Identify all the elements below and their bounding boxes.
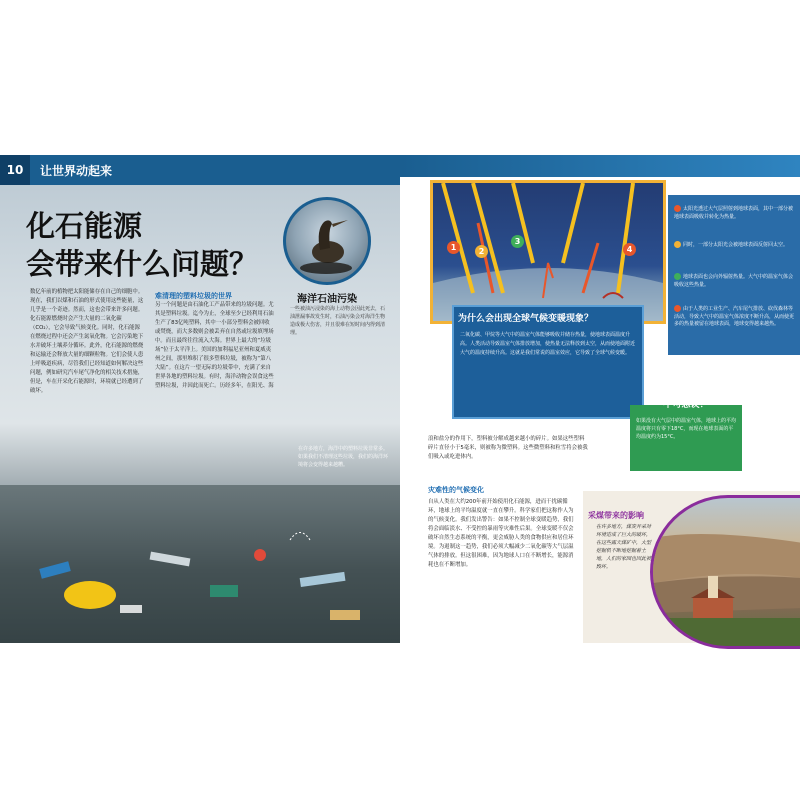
legend-text-1: 太阳光透过大气层照射到地球表面，其中一部分被地球表面吸收并转化为热量。: [674, 206, 794, 220]
diagram-marker-1: 1: [447, 241, 460, 254]
beach-debris-illustration: [0, 445, 400, 643]
page-title: [26, 207, 258, 283]
right-body-column-1: 浪和盐分的作用下，塑料被分解成越来越小的碎片。如果这些塑料碎片直径小于5毫米，则被称为微塑料。这些微塑料和粒雪将会被我们吸入或吃进体内。: [428, 436, 588, 460]
legend-text-4: 由于人类的工业生产、汽车尾气排放、砍伐森林等活动，导致大气中的温室气体浓度不断升高，从而使更多的热量被留在地球表面，地球变得越来越热。: [674, 306, 795, 327]
oiled-bird-photo: [283, 197, 371, 285]
fact-box: [630, 400, 742, 471]
diagram-marker-3: 3: [511, 235, 524, 248]
plastic-subheading: 难清理的塑料垃圾的世界: [155, 292, 232, 300]
fact-title: 不可思议！: [663, 400, 709, 410]
right-body-column-2: 自从人类在大约200年前开始使用化石能源，进而干扰碳循环，地球上的平均温度就一直在攀升。科学家们把这称作人为的气候变化。我们发出警告：如果不控制全球变暖趋势，我们将会面临淡水、不受控的暴雨等灾难性后果。全球变暖不仅会破坏自然生态系统的平衡，更会威胁人类的食物供应和居住环境。为遏制这一趋势，我们必须大幅减少二氧化碳等大气层温气体的排放。但这很困难，因为地球人口在不断增长，能源消耗也在不断增加。: [428, 499, 574, 568]
mine-text: 在许多地方，煤炭开采对环境造成了巨大的破坏，在这些露天煤矿中，大型挖掘机不断地挖掘着土地，人们的家园也因此被毁坏。: [596, 524, 652, 570]
bird-icon: [286, 200, 368, 282]
bird-caption-title: 海洋石油污染: [297, 294, 357, 305]
fact-text: 如果没有大气层中的温室气体，地球上的平均温度将只有零下18°C，而现在地球表面的平均温度约为15°C。: [636, 418, 737, 440]
right-header-bar: [400, 155, 800, 177]
section-title: 让世界动起来: [40, 164, 113, 178]
legend-marker-1: [674, 205, 681, 212]
mine-landscape-illustration: [653, 498, 800, 646]
left-page: [0, 155, 400, 643]
coal-mine-photo: [650, 495, 800, 649]
question-title: 为什么会出现全球气候变暖现象？: [458, 314, 594, 324]
page-number: 10: [0, 155, 30, 185]
legend-item-1: [674, 205, 794, 221]
mine-title: 采煤带来的影响: [588, 511, 644, 520]
left-body-column-2: 另一个问题是由石油化工产品带来的垃圾问题。尤其是塑料垃圾。迄今为止，全球至少已经利用石油生产了83亿吨塑料，其中一小部分塑料会被回收或焚烧，而大多数则会被丢弃在自然或垃圾填埋场中。而且最终往往流入大海。世界上最大的“垃圾场”位于太平洋上。美国的加利福尼亚州和夏威夷州之间，那里堆积了很多塑料垃圾，被称为“第八大陆”。在这片一望无际的垃圾带中，充满了来自世界各地的塑料垃圾。有时，海洋动物会误食这些塑料垃圾，并因此而死亡。历经多年，在阳光、海: [155, 302, 274, 389]
legend-item-2: [674, 241, 794, 250]
legend-panel: [668, 195, 800, 355]
legend-marker-3: [674, 273, 681, 280]
diagram-marker-4: 4: [623, 243, 636, 256]
left-body-column-1: 数亿年前的植物把太阳能储存在自己的细胞中。现在，我们以煤和石油的形式使用这些能量，这几乎是一个奇迹。然而，这也会带来许多问题。化石能源燃烧时会产生大量的二氧化碳（CO₂），它会导致气候变化。同时，化石能源在燃烧过程中还会产生氮氧化物。它会污染地下水并破坏土壤养分循环。此外，化石能源的燃烧和运输还会释放大量的细颗粒物。它们会使人患上呼吸道疾病，尽管我们已经知道如何解决这些问题，例如研究汽车尾气净化的相关技术措施，但是，车在开采化石能源时，环境就已经遭到了破坏。: [30, 289, 144, 394]
climate-subheading: 灾难性的气候变化: [428, 486, 484, 494]
legend-marker-4: [674, 305, 681, 312]
greenhouse-diagram: [430, 180, 666, 324]
legend-item-4: [674, 305, 794, 329]
legend-marker-2: [674, 241, 681, 248]
book-spread: [0, 155, 800, 643]
title-line-1: 化石能源: [26, 209, 143, 243]
right-page: [400, 155, 800, 643]
legend-text-3: 地球表面也会向外辐射热量。大气中的温室气体会吸收这些热量。: [674, 274, 794, 288]
header-bar: [0, 155, 400, 185]
question-text: 二氧化碳、甲烷等大气中的温室气体能够吸收并储存热量，使地球表面温度升高。人类活动导致温室气体排放增加，使热量无法释放到太空，从而使地面附近大气的温度持续升高。这就是我们常说的温室效应，它导致了全球气候变暖。: [460, 332, 636, 356]
bird-caption-text: 一些被油污浸染的海上动物会因此死去，石油泄漏事故发生时，石油污染会对海洋生物造成极大伤害，并且很难在短时间内得到清理。: [290, 306, 386, 336]
title-line-2: 会带来什么问题？: [26, 247, 259, 281]
diagram-marker-2: 2: [475, 245, 488, 258]
legend-text-2: 同时，一部分太阳光会被地球表面反射回太空。: [683, 242, 789, 248]
legend-item-3: [674, 273, 794, 289]
ocean-caption: 在许多地方，海洋中的塑料垃圾非常多。如果我们不清理这些垃圾，我们的海洋环境将会变得越来越糟。: [298, 446, 389, 468]
